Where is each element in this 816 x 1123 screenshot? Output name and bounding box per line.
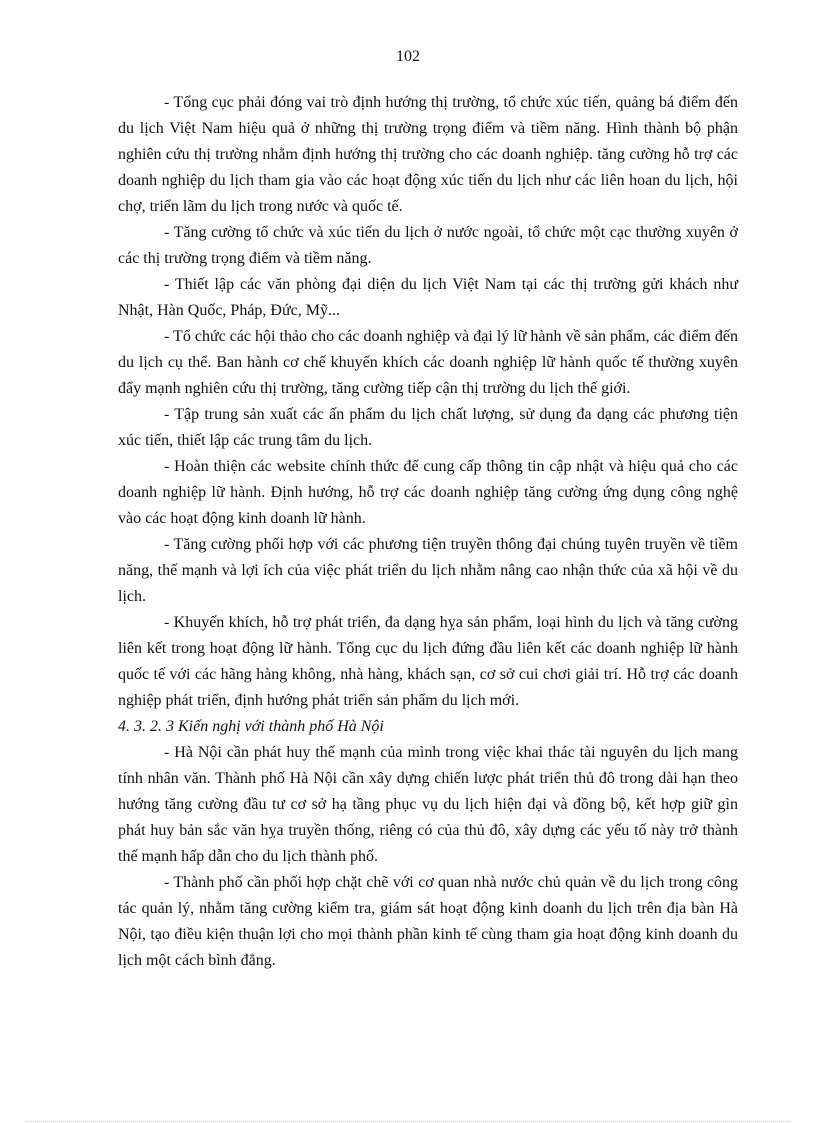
page-bottom-rule	[26, 1121, 790, 1122]
paragraph: - Thành phố cần phối hợp chặt chẽ với cơ quan nhà nước chủ quản về du lịch trong công tác quản lý, nhằm tăng cường kiểm tra, giám sát hoạt động kinh doanh du lịch trên địa bàn Hà Nội, tạo điều kiện thuận lợi cho mọi thành phần kinh tế cùng tham gia hoạt động kinh doanh du lịch một cách bình đẳng.	[118, 874, 738, 969]
section-heading: 4. 3. 2. 3 Kiến nghị với thành phố Hà Nội	[118, 718, 384, 735]
paragraph: - Tăng cường phối hợp với các phương tiện truyền thông đại chúng tuyên truyền về tiềm năng, thế mạnh và lợi ích của việc phát triển du lịch nhằm nâng cao nhận thức của xã hội về du lịch.	[118, 536, 738, 605]
paragraph: - Tăng cường tổ chức và xúc tiến du lịch ở nước ngoài, tổ chức một cạc thường xuyên ở các thị trường trọng điểm và tiềm năng.	[118, 224, 738, 267]
paragraph: - Thiết lập các văn phòng đại diện du lịch Việt Nam tại các thị trường gửi khách như Nhật, Hàn Quốc, Pháp, Đức, Mỹ...	[118, 276, 738, 319]
paragraph: - Tập trung sản xuất các ấn phẩm du lịch chất lượng, sử dụng đa dạng các phương tiện xúc tiến, thiết lập các trung tâm du lịch.	[118, 406, 738, 449]
paragraph: - Tổ chức các hội thảo cho các doanh nghiệp và đại lý lữ hành về sản phẩm, các điểm đến du lịch cụ thể. Ban hành cơ chế khuyến khích các doanh nghiệp lữ hành quốc tế thường xuyên đẩy mạnh nghiên cứu thị trường, tăng cường tiếp cận thị trường du lịch thế giới.	[118, 328, 738, 397]
document-body	[118, 90, 738, 974]
paragraph: - Tổng cục phải đóng vai trò định hướng thị trường, tổ chức xúc tiến, quảng bá điểm đến du lịch Việt Nam hiệu quả ở những thị trường trọng điểm và tiềm năng. Hình thành bộ phận nghiên cứu thị trường nhằm định hướng thị trường cho các doanh nghiệp. tăng cường hỗ trợ các doanh nghiệp du lịch tham gia vào các hoạt động xúc tiến du lịch như các liên hoan du lịch, hội chợ, triển lãm du lịch trong nước và quốc tế.	[118, 94, 738, 215]
paragraph: - Hà Nội cần phát huy thế mạnh của mình trong việc khai thác tài nguyên du lịch mang tính nhân văn. Thành phố Hà Nội cần xây dựng chiến lược phát triển thủ đô trong dài hạn theo hướng tăng cường đầu tư cơ sở hạ tầng phục vụ du lịch hiện đại và đồng bộ, kết hợp giữ gìn phát huy bản sắc văn hỵa truyền thống, riêng có của thủ đô, xây dựng các yếu tố này trở thành thế mạnh hấp dẫn cho du lịch thành phố.	[118, 744, 738, 865]
paragraph: - Khuyến khích, hỗ trợ phát triển, đa dạng hỵa sản phẩm, loại hình du lịch và tăng cường liên kết trong hoạt động lữ hành. Tổng cục du lịch đứng đầu liên kết các doanh nghiệp lữ hành quốc tế với các hãng hàng không, nhà hàng, khách sạn, cơ sở cui chơi giải trí. Hỗ trợ các doanh nghiệp phát triển, định hướng phát triển sản phẩm du lịch mới.	[118, 614, 738, 709]
paragraph: - Hoàn thiện các website chính thức để cung cấp thông tin cập nhật và hiệu quả cho các doanh nghiệp lữ hành. Định hướng, hỗ trợ các doanh nghiệp tăng cường ứng dụng công nghệ vào các hoạt động kinh doanh lữ hành.	[118, 458, 738, 527]
page-number: 102	[396, 48, 420, 65]
